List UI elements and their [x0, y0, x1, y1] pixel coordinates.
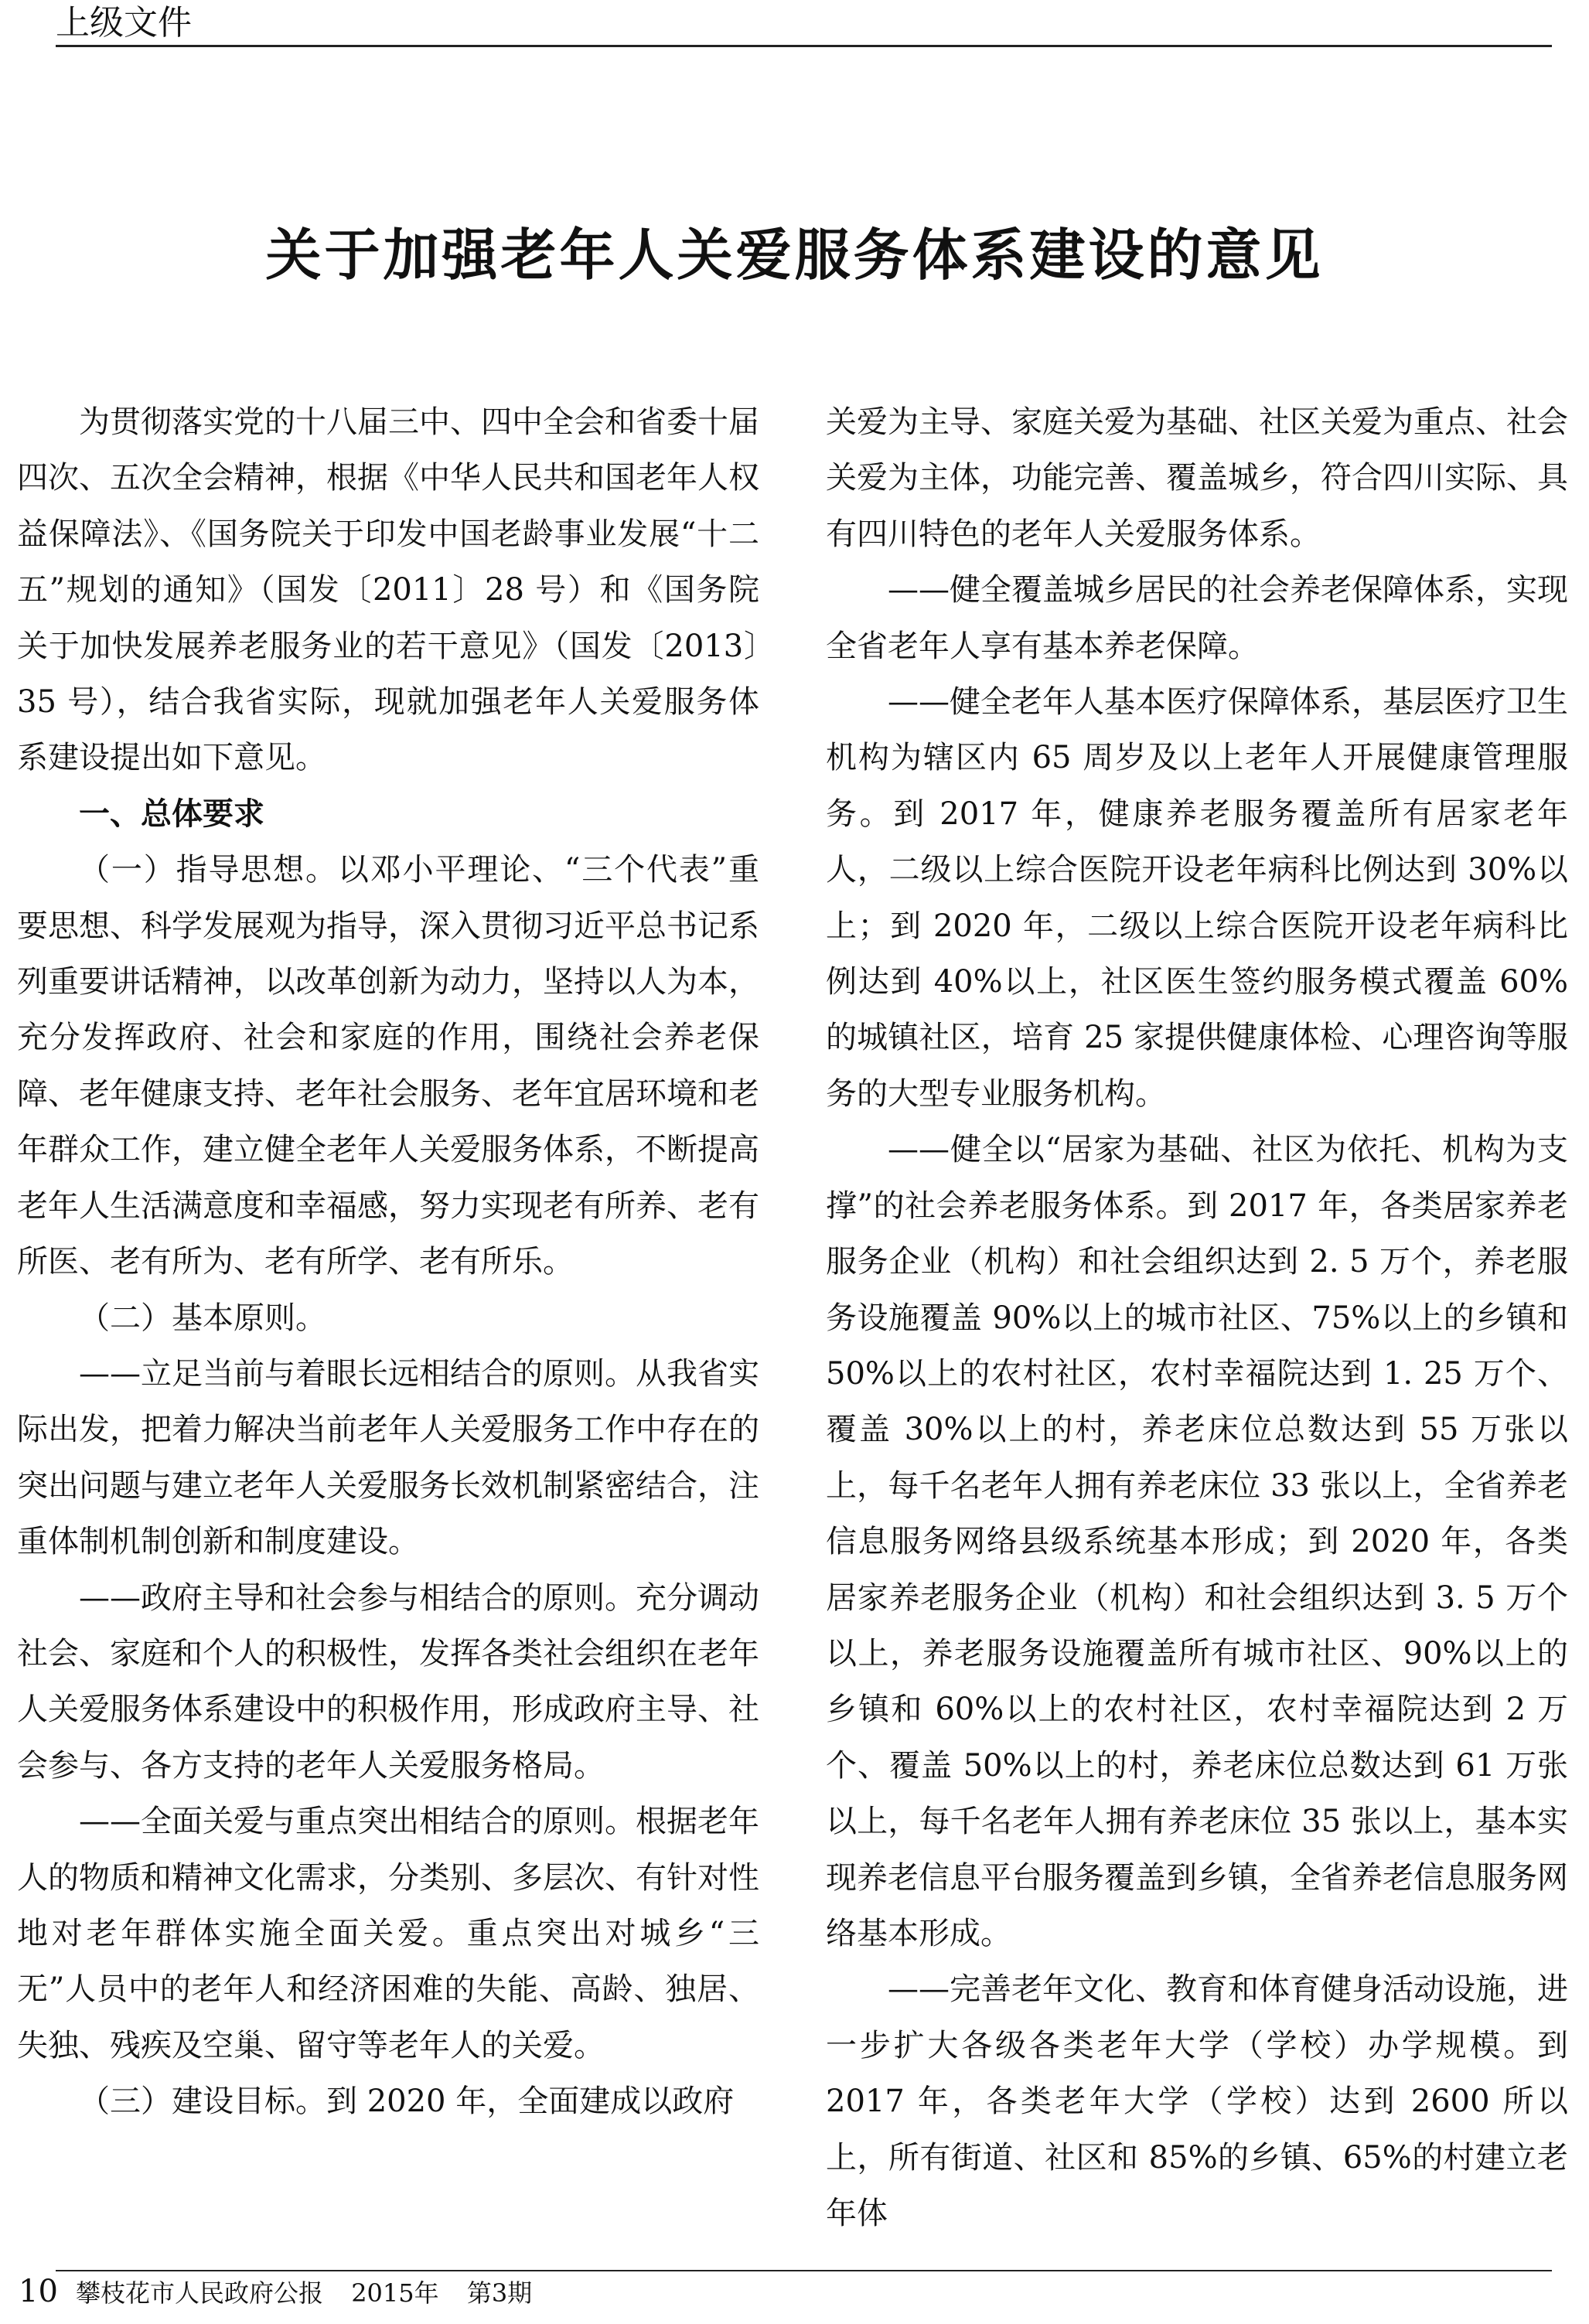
section-label: 上级文件: [56, 3, 192, 43]
footer-info: [76, 2278, 552, 2309]
paragraph-principle-3: ——全面关爱与重点突出相结合的原则。根据老年人的物质和精神文化需求，分类别、多层次、有针对性地对老年群体实施全面关爱。重点突出对城乡“三无”人员中的老年人和经济困难的失能、高龄、独居、失独、残疾及空巢、留守等老年人的关爱。: [17, 1804, 759, 2063]
right-column: [826, 394, 1568, 2241]
paragraph-guiding-ideology: （一）指导思想。以邓小平理论、“三个代表”重要思想、科学发展观为指导，深入贯彻习近平总书记系列重要讲话精神，以改革创新为动力，坚持以人为本，充分发挥政府、社会和家庭的作用，围绕社会养老保障、老年健康支持、老年社会服务、老年宜居环境和老年群众工作，建立健全老年人关爱服务体系，不断提高老年人生活满意度和幸福感，努力实现老有所养、老有所医、老有所为、老有所学、老有所乐。: [17, 852, 759, 1280]
page-number: 10: [19, 2274, 58, 2309]
document-title: 关于加强老年人关爱服务体系建设的意见: [265, 222, 1324, 288]
paragraph-principle-2: ——政府主导和社会参与相结合的原则。充分调动社会、家庭和个人的积极性，发挥各类社会组织在老年人关爱服务体系建设中的积极作用，形成政府主导、社会参与、各方支持的老年人关爱服务格局。: [17, 1579, 759, 1784]
paragraph-goal-elderly-services: ——健全以“居家为基础、社区为依托、机构为支撑”的社会养老服务体系。到 2017 年，各类居家养老服务企业（机构）和社会组织达到 2. 5 万个，养老服务设施覆盖 90%以上的城市社区、75%以上的乡镇和 50%以上的农村社区，农村幸福院达到 1. 25 万个、覆盖 30%以上的村，养老床位总数达到 55 万张以上，每千名老年人拥有养老床位 33 张以上，全省养老信息服务网络县级系统基本形成；到 2020 年，各类居家养老服务企业（机构）和社会组织达到 3. 5 万个以上，养老服务设施覆盖所有城市社区、90%以上的乡镇和 60%以上的农村社区，农村幸福院达到 2 万个、覆盖 50%以上的村，养老床位总数达到 61 万张以上，每千名老年人拥有养老床位 35 张以上，基本实现养老信息平台服务覆盖到乡镇，全省养老信息服务网络基本形成。: [826, 1132, 1568, 1951]
paragraph-construction-goals: （三）建设目标。到 2020 年，全面建成以政府: [79, 2084, 735, 2120]
paragraph-goal-pension: ——健全覆盖城乡居民的社会养老保障体系，实现全省老年人享有基本养老保障。: [826, 572, 1568, 664]
paragraph-goals-continued: 关爱为主导、家庭关爱为基础、社区关爱为重点、社会关爱为主体，功能完善、覆盖城乡，符合四川实际、具有四川特色的老年人关爱服务体系。: [826, 404, 1568, 552]
paragraph-goal-medical: ——健全老年人基本医疗保障体系，基层医疗卫生机构为辖区内 65 周岁及以上老年人开展健康管理服务。到 2017 年，健康养老服务覆盖所有居家老年人，二级以上综合医院开设老年病科比例达到 30%以上；到 2020 年，二级以上综合医院开设老年病科比例达到 40%以上，社区医生签约服务模式覆盖 60%的城镇社区，培育 25 家提供健康体检、心理咨询等服务的大型专业服务机构。: [826, 684, 1568, 1112]
left-column: [17, 394, 759, 2130]
paragraph-principle-1: ——立足当前与着眼长远相结合的原则。从我省实际出发，把着力解决当前老年人关爱服务工作中存在的突出问题与建立老年人关爱服务长效机制紧密结合，注重体制机制创新和制度建设。: [17, 1355, 759, 1560]
section-heading: 一、总体要求: [79, 796, 264, 832]
paragraph-basic-principles: （二）基本原则。: [79, 1300, 326, 1336]
publication-issue: 第3期: [466, 2278, 533, 2308]
publication-name: 攀枝花市人民政府公报: [76, 2278, 324, 2308]
footer-rule: [56, 2270, 1552, 2271]
publication-year: 2015年: [351, 2278, 439, 2308]
intro-paragraph: 为贯彻落实党的十八届三中、四中全会和省委十届四次、五次全会精神，根据《中华人民共和国老年人权益保障法》、《国务院关于印发中国老龄事业发展“十二五”规划的通知》（国发〔2011〕28 号）和《国务院关于加快发展养老服务业的若干意见》（国发〔2013〕35 号），结合我省实际，现就加强老年人关爱服务体系建设提出如下意见。: [17, 404, 759, 776]
header-rule: [56, 45, 1552, 47]
paragraph-goal-culture-education: ——完善老年文化、教育和体育健身活动设施，进一步扩大各级各类老年大学（学校）办学规模。到 2017 年，各类老年大学（学校）达到 2600 所以上，所有街道、社区和 85%的乡镇、65%的村建立老年体: [826, 1971, 1568, 2231]
